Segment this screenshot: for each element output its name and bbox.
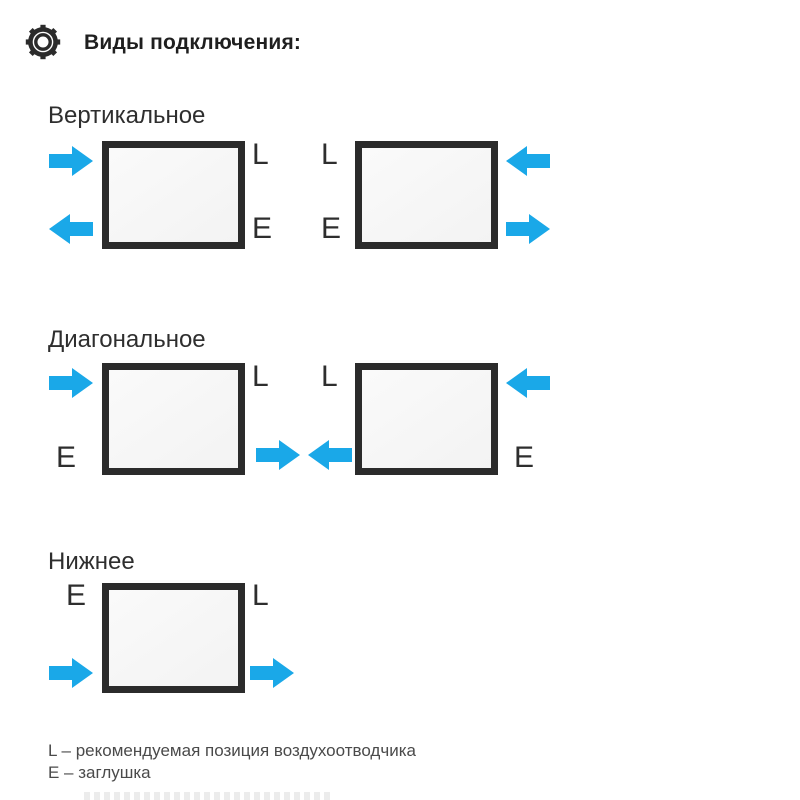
flow-out-arrow-icon [308,440,352,470]
port-label-l: L [321,360,338,393]
gear-icon [24,23,62,61]
legend-line-air-vent: L – рекомендуемая позиция воздухоотводчика [48,741,416,760]
port-label-e: E [66,579,87,612]
radiator-rect [355,141,498,249]
section-title-diagonal: Диагональное [48,326,206,353]
page-title: Виды подключения: [84,31,302,54]
radiator-rect [102,583,245,693]
port-label-l: L [321,138,338,171]
port-label-l: L [252,138,269,171]
section-title-vertical: Вертикальное [48,102,206,129]
flow-out-arrow-icon [49,214,93,244]
port-label-e: E [514,441,535,474]
flow-in-arrow-icon [49,658,93,688]
flow-out-arrow-icon [256,440,300,470]
radiator-rect [102,141,245,249]
flow-in-arrow-icon [506,368,550,398]
radiator-rect [355,363,498,475]
flow-out-arrow-icon [506,214,550,244]
flow-in-arrow-icon [506,146,550,176]
port-label-l: L [252,360,269,393]
section-title-bottom: Нижнее [48,548,135,575]
port-label-e: E [252,212,273,245]
port-label-e: E [56,441,77,474]
flow-in-arrow-icon [49,146,93,176]
cutoff-text-remnant [84,792,332,800]
legend-line-plug: E – заглушка [48,763,151,782]
flow-in-arrow-icon [49,368,93,398]
radiator-rect [102,363,245,475]
port-label-l: L [252,579,269,612]
flow-out-arrow-icon [250,658,294,688]
port-label-e: E [321,212,342,245]
